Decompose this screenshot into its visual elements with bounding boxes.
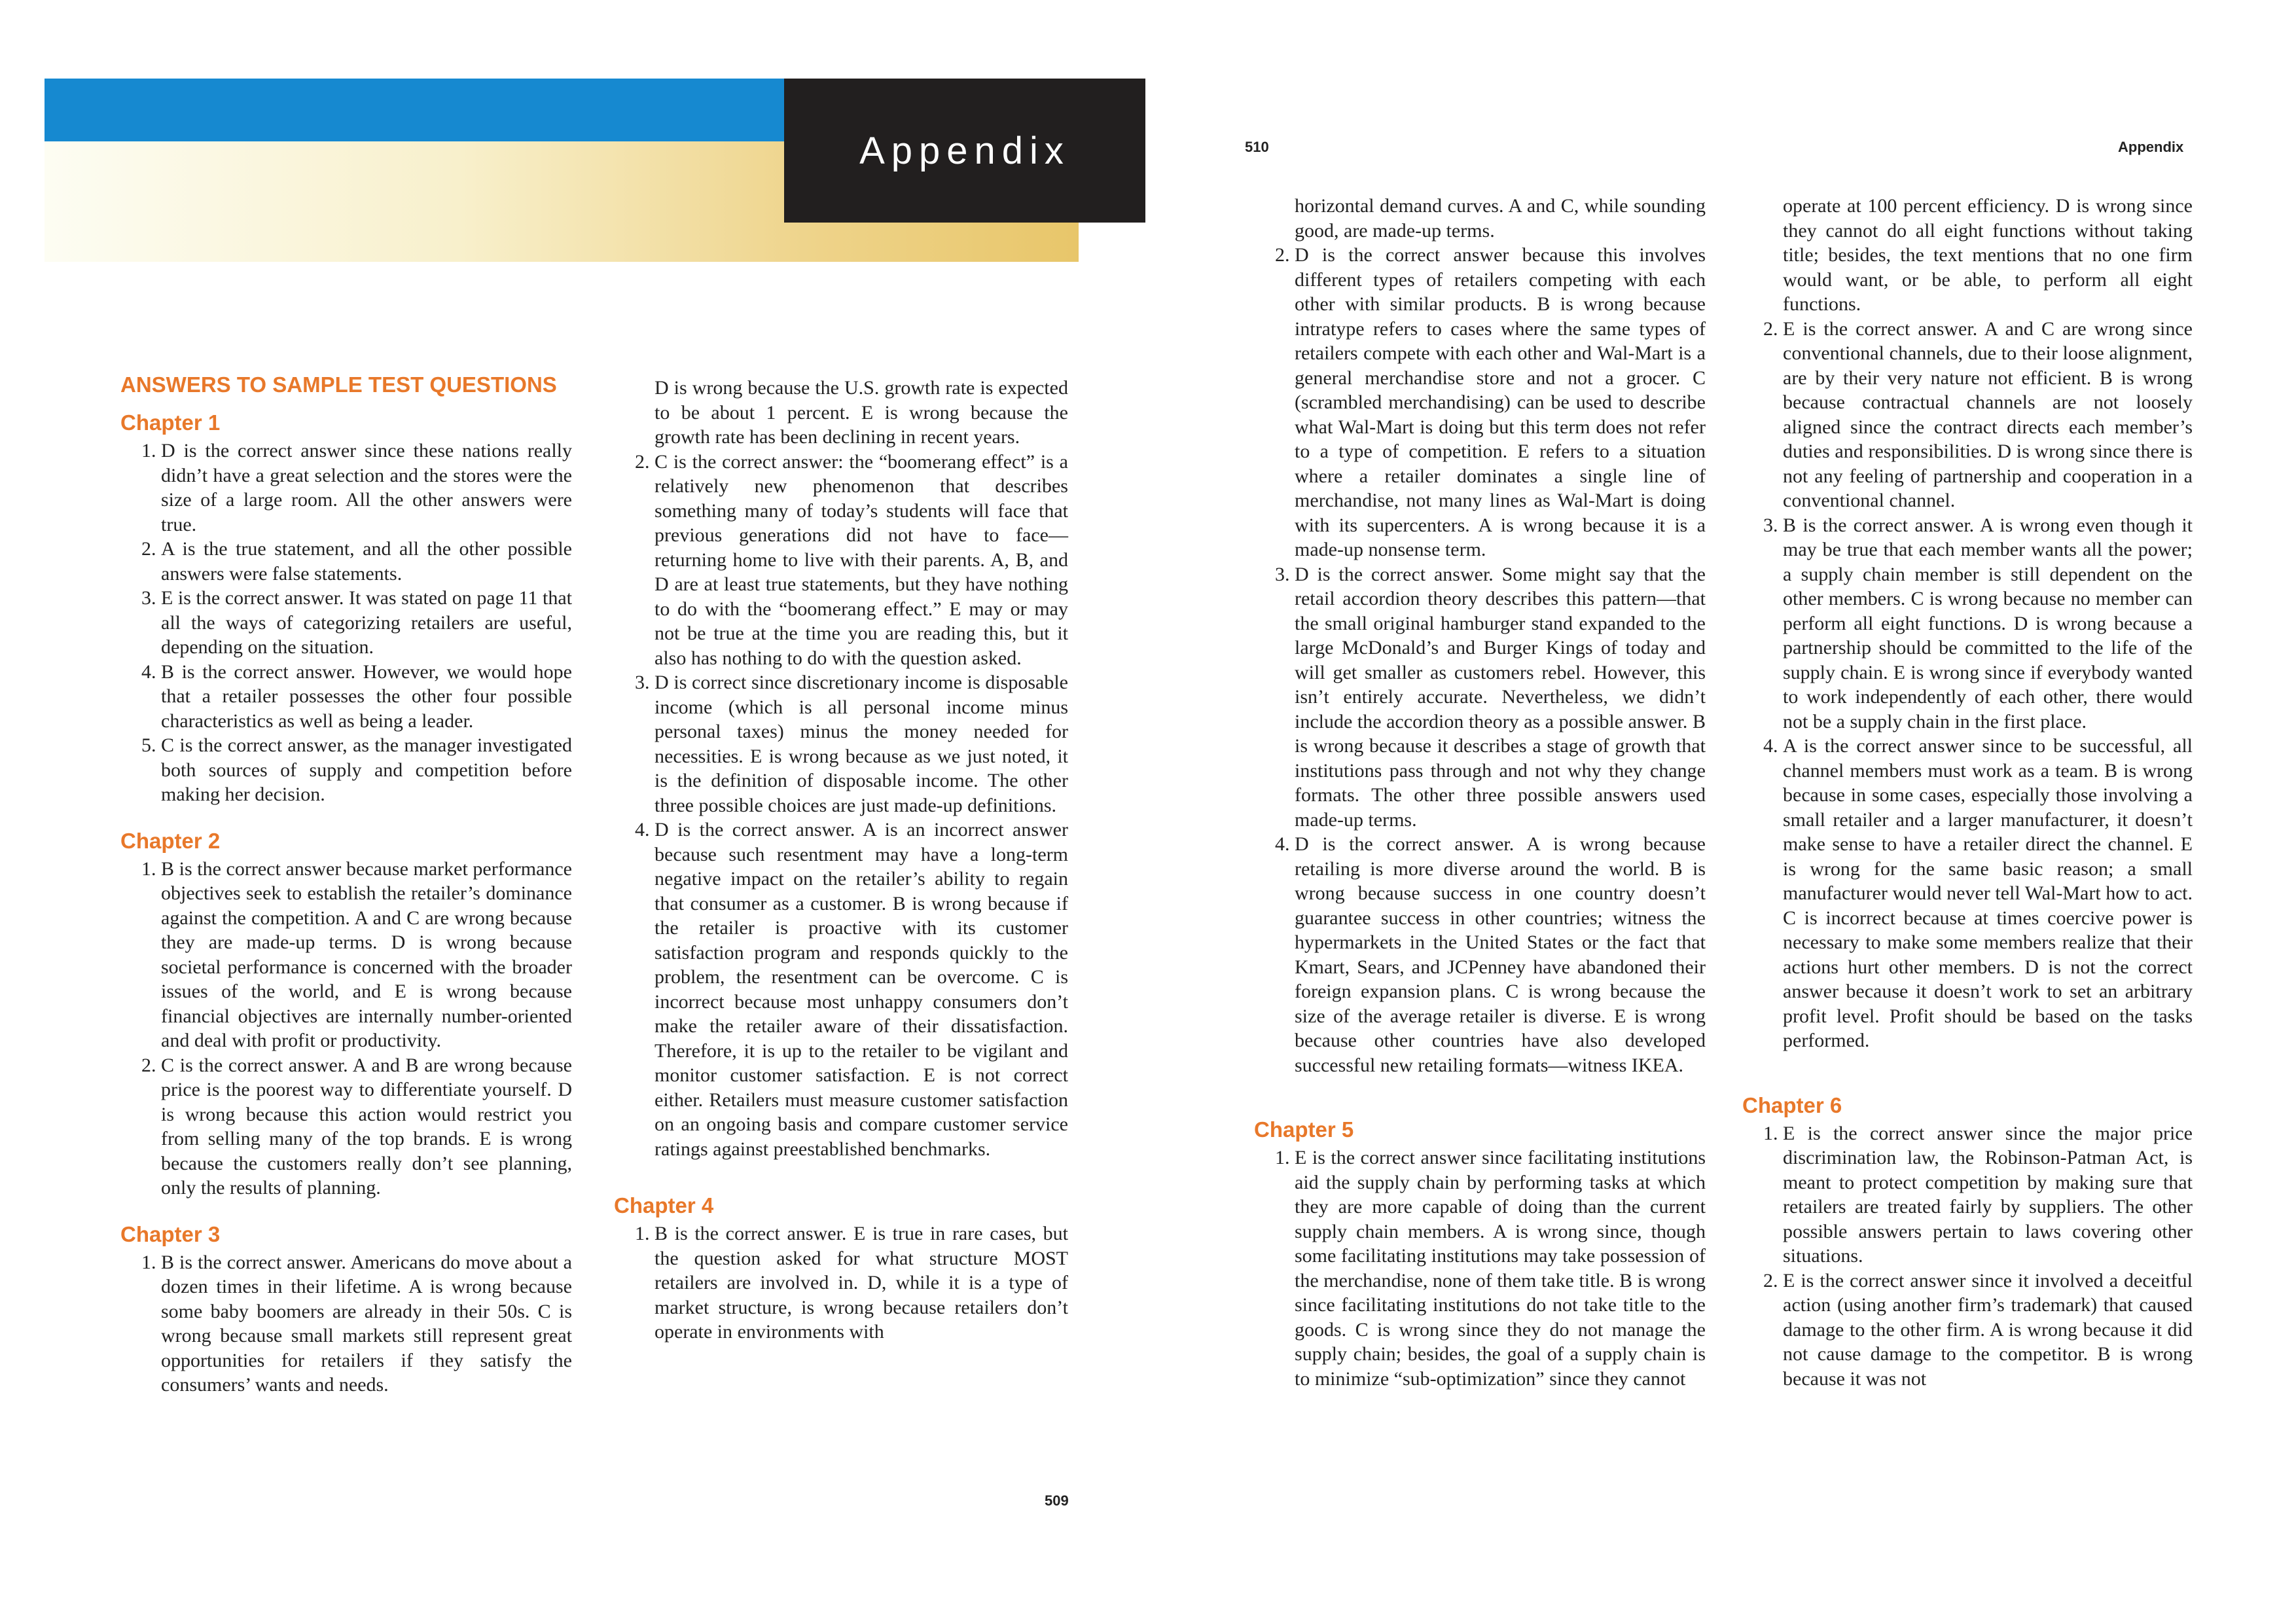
chapter-6-heading: Chapter 6 <box>1742 1092 1842 1117</box>
answer-item: 1. D is the correct answer since these nations really didn’t have a great selection and the stores were the size of a large room. All the other answers were true. <box>161 439 572 537</box>
appendix-title-box <box>784 79 1145 223</box>
page-number: 510 <box>1245 139 1269 155</box>
answer-item: 2. C is the correct answer: the “boomerang effect” is a relatively new phenomenon that describes something many of today’s students will face that previous generations did not have to face—returning home to live with their parents. A, B, and D are at least true statements, but they have nothing to do with the “boomerang effect.” E may or may not be true at the time you are reading this, but it also has nothing to do with the question asked. <box>655 450 1068 671</box>
answer-item: 3. D is correct since discretionary income is disposable income (which is all personal income minus personal taxes) minus the money needed for necessities. E is wrong because as we just noted, it is the definition of disposable income. The other three possible choices are just made-up definitions. <box>655 670 1068 818</box>
answer-item: 4. D is the correct answer. A is wrong because retailing is more diverse around the world. B is wrong because success in one country doesn’t guarantee success in other countries; witness the hypermarkets in the United States or the fact that Kmart, Sears, and JCPenney have abandoned their foreign expansion plans. C is wrong because the size of the average retailer is diverse. E is wrong because other countries have also developed successful new retailing formats—witness IKEA. <box>1295 832 1706 1077</box>
chapter-5-heading: Chapter 5 <box>1254 1117 1354 1142</box>
answer-item: 3. D is the correct answer. Some might say that the retail accordion theory describes this pattern—that the small original hamburger stand expanded to the large McDonald’s and Burger Kings of today and will get smaller as customers rebel. However, this isn’t entirely accurate. Nevertheless, we didn’t include the accordion theory as a possible answer. B is wrong because it describes a stage of growth that institutions pass through and not why they change formats. The other three possible answers used made-up terms. <box>1295 562 1706 833</box>
appendix-title: Appendix <box>859 129 1070 172</box>
chapter-4-answers <box>614 1221 1068 1344</box>
left-column-2 <box>614 376 1068 1344</box>
answer-item: 2. A is the true statement, and all the other possible answers were false statements. <box>161 537 572 586</box>
answer-item: 3. E is the correct answer. It was stated on page 11 that all the ways of categorizing retailers are useful, depending on the situation. <box>161 586 572 660</box>
right-page <box>1148 0 2296 1624</box>
chapter-4-heading: Chapter 4 <box>614 1193 714 1218</box>
answer-item: 1. B is the correct answer because market performance objectives seek to establish the retailer’s dominance against the competition. A and C are wrong because they are made-up terms. D is wrong because societal performance is concerned with the broader issues of the world, and E is wrong because financial objectives are internally number-oriented and deal with profit or productivity. <box>161 857 572 1053</box>
right-column-2 <box>1742 194 2193 1391</box>
left-column-1 <box>120 368 572 1398</box>
answer-item: 2. E is the correct answer since it involved a deceitful action (using another firm’s trademark) that caused damage to the other firm. A is wrong because it did not cause damage to the competitor. B is wrong because it was not <box>1783 1269 2193 1392</box>
page-number: 509 <box>1045 1492 1069 1509</box>
answer-item: 2. D is the correct answer because this involves different types of retailers competing with each other with similar products. B is wrong because intratype refers to cases where the same types of retailers compete with each other and Wal-Mart is a general merchandise store and not a grocer. C (scrambled merchandising) can be used to describe what Wal-Mart is doing but this term does not refer to a type of competition. E refers to a situation where a retailer dominates a single line of merchandise, not many lines as Wal-Mart is doing with its supercenters. A is wrong because it is a made-up nonsense term. <box>1295 243 1706 562</box>
main-heading: ANSWERS TO SAMPLE TEST QUESTIONS <box>120 372 557 397</box>
answer-item: 5. C is the correct answer, as the manager investigated both sources of supply and competition before making her decision. <box>161 733 572 807</box>
answer-item: 1. B is the correct answer. Americans do move about a dozen times in their lifetime. A is wrong because some baby boomers are already in their 50s. C is wrong because small markets still represent great opportunities for retailers if they satisfy the consumers’ wants and needs. <box>161 1250 572 1398</box>
continued-answer: operate at 100 percent efficiency. D is wrong since they cannot do all eight functions without taking title; besides, the text mentions that no one firm would want, or be able, to perform all eight functions. <box>1783 195 2193 315</box>
chapter-2-answers <box>120 857 572 1200</box>
answer-item: 4. A is the correct answer since to be successful, all channel members must work as a team. B is wrong because in some cases, especially those involving a small retailer and a larger manufacturer, it doesn’t make sense to have a retailer direct the channel. E is wrong for the same basic reason; a small manufacturer would never tell Wal-Mart how to act. C is incorrect because at times coercive power is necessary to make some members realize that their actions hurt other members. D is not the correct answer because it doesn’t work to set an arbitrary profit level. Profit should be based on the tasks performed. <box>1783 734 2193 1053</box>
banner-blue-band <box>45 79 784 141</box>
chapter-1-heading: Chapter 1 <box>120 410 221 435</box>
chapter-2-heading: Chapter 2 <box>120 828 221 853</box>
running-head: Appendix <box>2118 139 2184 155</box>
chapter-4-answers-continued <box>1254 243 1706 1077</box>
answer-item: 3. B is the correct answer. A is wrong even though it may be true that each member wants all the power; a supply chain member is still dependent on the other members. C is wrong because no member can perform all eight functions. D is wrong because a partnership should be committed to the life of the supply chain. E is wrong since if everybody wanted to work independently of each other, there would not be a supply chain in the first place. <box>1783 513 2193 734</box>
answer-item: 1. E is the correct answer since facilitating institutions aid the supply chain by performing tasks at which they are more capable of doing than the current supply chain members. A is wrong since, though some facilitating institutions may take possession of the merchandise, none of them take title. B is wrong since facilitating institutions do not take title to the goods. C is wrong since they do not manage the supply chain; besides, the goal of a supply chain is to minimize “sub-optimization” since they cannot <box>1295 1146 1706 1391</box>
chapter-6-answers <box>1742 1121 2193 1392</box>
answer-item: 2. E is the correct answer. A and C are wrong since conventional channels, due to their loose alignment, are by their very nature not efficient. B is wrong because contractual channels are not loosely aligned since the contract directs each member’s duties and responsibilities. D is wrong since there is not any feeling of partnership and cooperation in a conventional channel. <box>1783 317 2193 513</box>
chapter-5-answers <box>1254 1146 1706 1391</box>
chapter-5-answers-continued <box>1742 317 2193 1053</box>
answer-item: 1. B is the correct answer. E is true in rare cases, but the question asked for what structure MOST retailers are involved in. D, while it is a type of market structure, is wrong because retailers don’t operate in environments with <box>655 1221 1068 1344</box>
chapter-1-answers <box>120 439 572 807</box>
chapter-3-heading: Chapter 3 <box>120 1221 221 1246</box>
answer-item: 4. D is the correct answer. A is an incorrect answer because such resentment may have a long-term negative impact on the retailer’s ability to regain that consumer as a customer. B is wrong because if the retailer is proactive with its customer satisfaction program and responds quickly to the problem, the resentment can be overcome. C is incorrect because most unhappy consumers don’t make the retailer aware of their dissatisfaction. Therefore, it is up to the retailer to be vigilant and monitor customer satisfaction. E is not correct either. Retailers must measure customer satisfaction on an ongoing basis and compare customer service ratings against preestablished benchmarks. <box>655 818 1068 1161</box>
answer-item: 1. E is the correct answer since the major price discrimination law, the Robinson-Patman Act, is meant to protect competition by making sure that retailers are treated fairly by suppliers. The other possible answers pertain to laws covering other situations. <box>1783 1121 2193 1269</box>
answer-item: 4. B is the correct answer. However, we would hope that a retailer possesses the other four possible characteristics as well as being a leader. <box>161 660 572 734</box>
chapter-3-answers-continued <box>614 450 1068 1162</box>
answer-item: 2. C is the correct answer. A and B are wrong because price is the poorest way to differentiate yourself. D is wrong because this action would restrict you from selling many of the top brands. E is wrong because the customers really don’t see planning, only the results of planning. <box>161 1053 572 1200</box>
continued-answer: D is wrong because the U.S. growth rate is expected to be about 1 percent. E is wrong because the growth rate has been declining in recent years. <box>655 377 1068 448</box>
right-column-1 <box>1254 194 1706 1391</box>
chapter-3-answers <box>120 1250 572 1398</box>
continued-answer: horizontal demand curves. A and C, while sounding good, are made-up terms. <box>1295 195 1706 242</box>
